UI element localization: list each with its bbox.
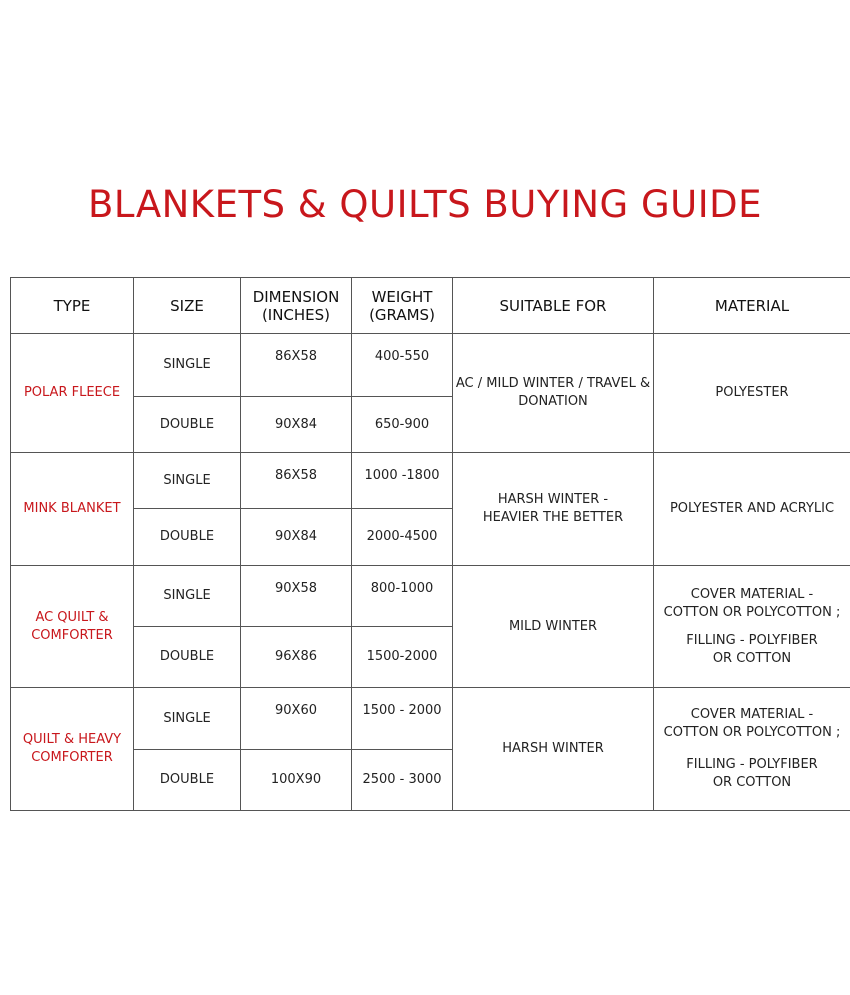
size-cell: DOUBLE: [134, 509, 241, 566]
buying-guide-table: [10, 277, 850, 811]
dimension-cell: 90X84: [241, 509, 352, 566]
table-header-row: [11, 278, 850, 334]
suitable-cell: HARSH WINTER - HEAVIER THE BETTER: [453, 453, 654, 566]
dimension-cell: 96X86: [241, 627, 352, 688]
type-cell: QUILT & HEAVY COMFORTER: [11, 688, 134, 811]
weight-cell: 1500-2000: [352, 627, 453, 688]
size-cell: DOUBLE: [134, 750, 241, 811]
header-weight: WEIGHT (GRAMS): [352, 278, 453, 334]
page-title: BLANKETS & QUILTS BUYING GUIDE: [87, 183, 763, 226]
header-dimension: DIMENSION (INCHES): [241, 278, 352, 334]
dimension-cell: 86X58: [241, 334, 352, 397]
suitable-cell: AC / MILD WINTER / TRAVEL & DONATION: [453, 334, 654, 453]
header-type: TYPE: [11, 278, 134, 334]
table-row: [11, 453, 850, 509]
type-cell: AC QUILT & COMFORTER: [11, 566, 134, 688]
weight-cell: 1000 -1800: [352, 453, 453, 509]
header-suitable-for: SUITABLE FOR: [453, 278, 654, 334]
header-size: SIZE: [134, 278, 241, 334]
dimension-cell: 86X58: [241, 453, 352, 509]
material-cell: POLYESTER: [654, 334, 850, 453]
dimension-cell: 90X60: [241, 688, 352, 750]
weight-cell: 800-1000: [352, 566, 453, 627]
weight-cell: 1500 - 2000: [352, 688, 453, 750]
size-cell: DOUBLE: [134, 397, 241, 453]
material-cell: POLYESTER AND ACRYLIC: [654, 453, 850, 566]
weight-cell: 2500 - 3000: [352, 750, 453, 811]
type-cell: MINK BLANKET: [11, 453, 134, 566]
dimension-cell: 100X90: [241, 750, 352, 811]
weight-cell: 650-900: [352, 397, 453, 453]
table-row: [11, 688, 850, 750]
size-cell: SINGLE: [134, 453, 241, 509]
table-row: [11, 566, 850, 627]
header-material: MATERIAL: [654, 278, 850, 334]
table-row: [11, 334, 850, 397]
suitable-cell: MILD WINTER: [453, 566, 654, 688]
weight-cell: 400-550: [352, 334, 453, 397]
material-cell: COVER MATERIAL - COTTON OR POLYCOTTON ; FILLING - POLYFIBER OR COTTON: [654, 566, 850, 688]
type-cell: POLAR FLEECE: [11, 334, 134, 453]
suitable-cell: HARSH WINTER: [453, 688, 654, 811]
size-cell: DOUBLE: [134, 627, 241, 688]
size-cell: SINGLE: [134, 334, 241, 397]
size-cell: SINGLE: [134, 566, 241, 627]
size-cell: SINGLE: [134, 688, 241, 750]
dimension-cell: 90X84: [241, 397, 352, 453]
weight-cell: 2000-4500: [352, 509, 453, 566]
dimension-cell: 90X58: [241, 566, 352, 627]
material-cell: COVER MATERIAL - COTTON OR POLYCOTTON ; FILLING - POLYFIBER OR COTTON: [654, 688, 850, 811]
